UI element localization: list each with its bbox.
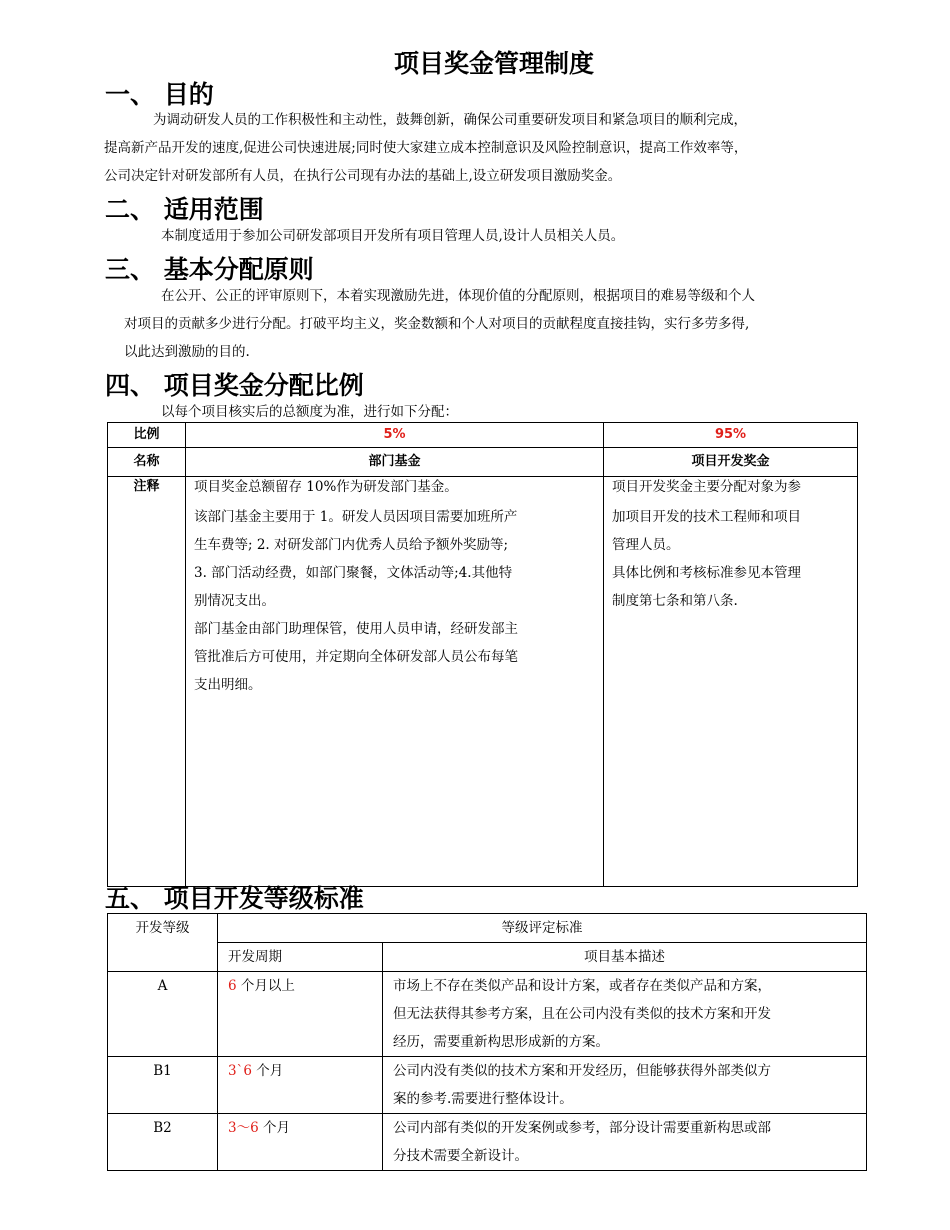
header-criteria: 等级评定标准 xyxy=(218,914,867,943)
dept-note-line: 部门基金由部门助理保管，使用人员申请，经研发部主 xyxy=(194,621,518,637)
cycle-number: 3`6 xyxy=(228,1063,252,1079)
dept-note-line: 别情况支出。 xyxy=(194,593,275,609)
project-note-line: 制度第七条和第八条. xyxy=(612,593,738,609)
level-cell: B2 xyxy=(108,1114,218,1171)
section-heading-allocation: 四、 项目奖金分配比例 xyxy=(105,371,364,400)
dept-note-line: 管批准后方可使用，并定期向全体研发部人员公布每笔 xyxy=(194,649,518,665)
header-description: 项目基本描述 xyxy=(383,943,867,972)
description-cell xyxy=(383,972,867,1057)
section-heading-purpose: 一、 目的 xyxy=(105,80,214,109)
allocation-table xyxy=(107,422,858,887)
scope-line-1: 本制度适用于参加公司研发部项目开发所有项目管理人员,设计人员相关人员。 xyxy=(161,228,625,244)
principles-line-1: 在公开、公正的评审原则下，本着实现激励先进，体现价值的分配原则，根据项目的难易等级和个人 xyxy=(161,288,755,304)
description-cell xyxy=(383,1114,867,1171)
name-row xyxy=(108,448,858,477)
document-title: 项目奖金管理制度 xyxy=(393,49,594,78)
row-label-notes: 注释 xyxy=(108,477,186,887)
dept-ratio: 5% xyxy=(186,423,604,448)
ratio-row xyxy=(108,423,858,448)
project-ratio: 95% xyxy=(604,423,858,448)
description-line: 但无法获得其参考方案，且在公司内没有类似的技术方案和开发 xyxy=(393,1006,771,1022)
project-note-line: 管理人员。 xyxy=(612,537,680,553)
cycle-unit: 个月 xyxy=(258,1120,290,1136)
purpose-line-3: 公司决定针对研发部所有人员，在执行公司现有办法的基础上,设立研发项目激励奖金。 xyxy=(104,168,622,184)
section-heading-levels: 五、 项目开发等级标准 xyxy=(105,884,364,913)
table-row xyxy=(108,972,867,1057)
cycle-unit: 个月以上 xyxy=(236,978,295,994)
dept-name: 部门基金 xyxy=(186,448,604,477)
dept-note-line: 支出明细。 xyxy=(194,677,262,693)
cycle-unit: 个月 xyxy=(251,1063,284,1079)
dept-note-line: 项目奖金总额留存 10%作为研发部门基金。 xyxy=(194,479,458,495)
dept-note-line: 生车费等; 2. 对研发部门内优秀人员给予额外奖励等; xyxy=(194,537,509,553)
level-cell: B1 xyxy=(108,1057,218,1114)
allocation-intro: 以每个项目核实后的总额度为准，进行如下分配： xyxy=(161,404,458,420)
purpose-line-1: 为调动研发人员的工作积极性和主动性，鼓舞创新，确保公司重要研发项目和紧急项目的顺利完成， xyxy=(153,112,747,128)
cycle-cell xyxy=(218,972,383,1057)
project-note-line: 具体比例和考核标准参见本管理 xyxy=(612,565,801,581)
dept-note-line: 该部门基金主要用于 1。研发人员因项目需要加班所产 xyxy=(194,509,518,525)
table-row xyxy=(108,1057,867,1114)
description-line: 公司内没有类似的技术方案和开发经历，但能够获得外部类似方 xyxy=(393,1063,771,1079)
description-line: 市场上不存在类似产品和设计方案，或者存在类似产品和方案， xyxy=(393,978,771,994)
project-note-line: 项目开发奖金主要分配对象为参 xyxy=(612,479,801,495)
project-notes xyxy=(604,477,858,887)
table-row xyxy=(108,1114,867,1171)
notes-row xyxy=(108,477,858,887)
cycle-cell xyxy=(218,1057,383,1114)
project-name: 项目开发奖金 xyxy=(604,448,858,477)
description-line: 经历，需要重新构思形成新的方案。 xyxy=(393,1034,609,1050)
description-line: 案的参考.需要进行整体设计。 xyxy=(393,1091,573,1107)
principles-line-3: 以此达到激励的目的. xyxy=(124,344,250,360)
section-heading-scope: 二、 适用范围 xyxy=(105,195,264,224)
project-note-line: 加项目开发的技术工程师和项目 xyxy=(612,509,801,525)
row-label-name: 名称 xyxy=(108,448,186,477)
header-cycle: 开发周期 xyxy=(218,943,383,972)
header-level: 开发等级 xyxy=(108,914,218,972)
principles-line-2: 对项目的贡献多少进行分配。打破平均主义，奖金数额和个人对项目的贡献程度直接挂钩，实行多劳多得, xyxy=(124,316,750,332)
dept-notes xyxy=(186,477,604,887)
description-cell xyxy=(383,1057,867,1114)
cycle-number: 6 xyxy=(228,978,237,994)
dept-note-line: 3. 部门活动经费，如部门聚餐，文体活动等;4.其他特 xyxy=(194,565,513,581)
cycle-number: 3～6 xyxy=(228,1120,259,1136)
description-line: 分技术需要全新设计。 xyxy=(393,1148,528,1164)
level-standard-table xyxy=(107,913,867,1171)
section-heading-principles: 三、 基本分配原则 xyxy=(105,255,314,284)
description-line: 公司内部有类似的开发案例或参考，部分设计需要重新构思或部 xyxy=(393,1120,771,1136)
cycle-cell xyxy=(218,1114,383,1171)
row-label-ratio: 比例 xyxy=(108,423,186,448)
purpose-line-2: 提高新产品开发的速度,促进公司快速进展;同时使大家建立成本控制意识及风险控制意识，提高工作效率等， xyxy=(104,140,748,156)
level-cell: A xyxy=(108,972,218,1057)
